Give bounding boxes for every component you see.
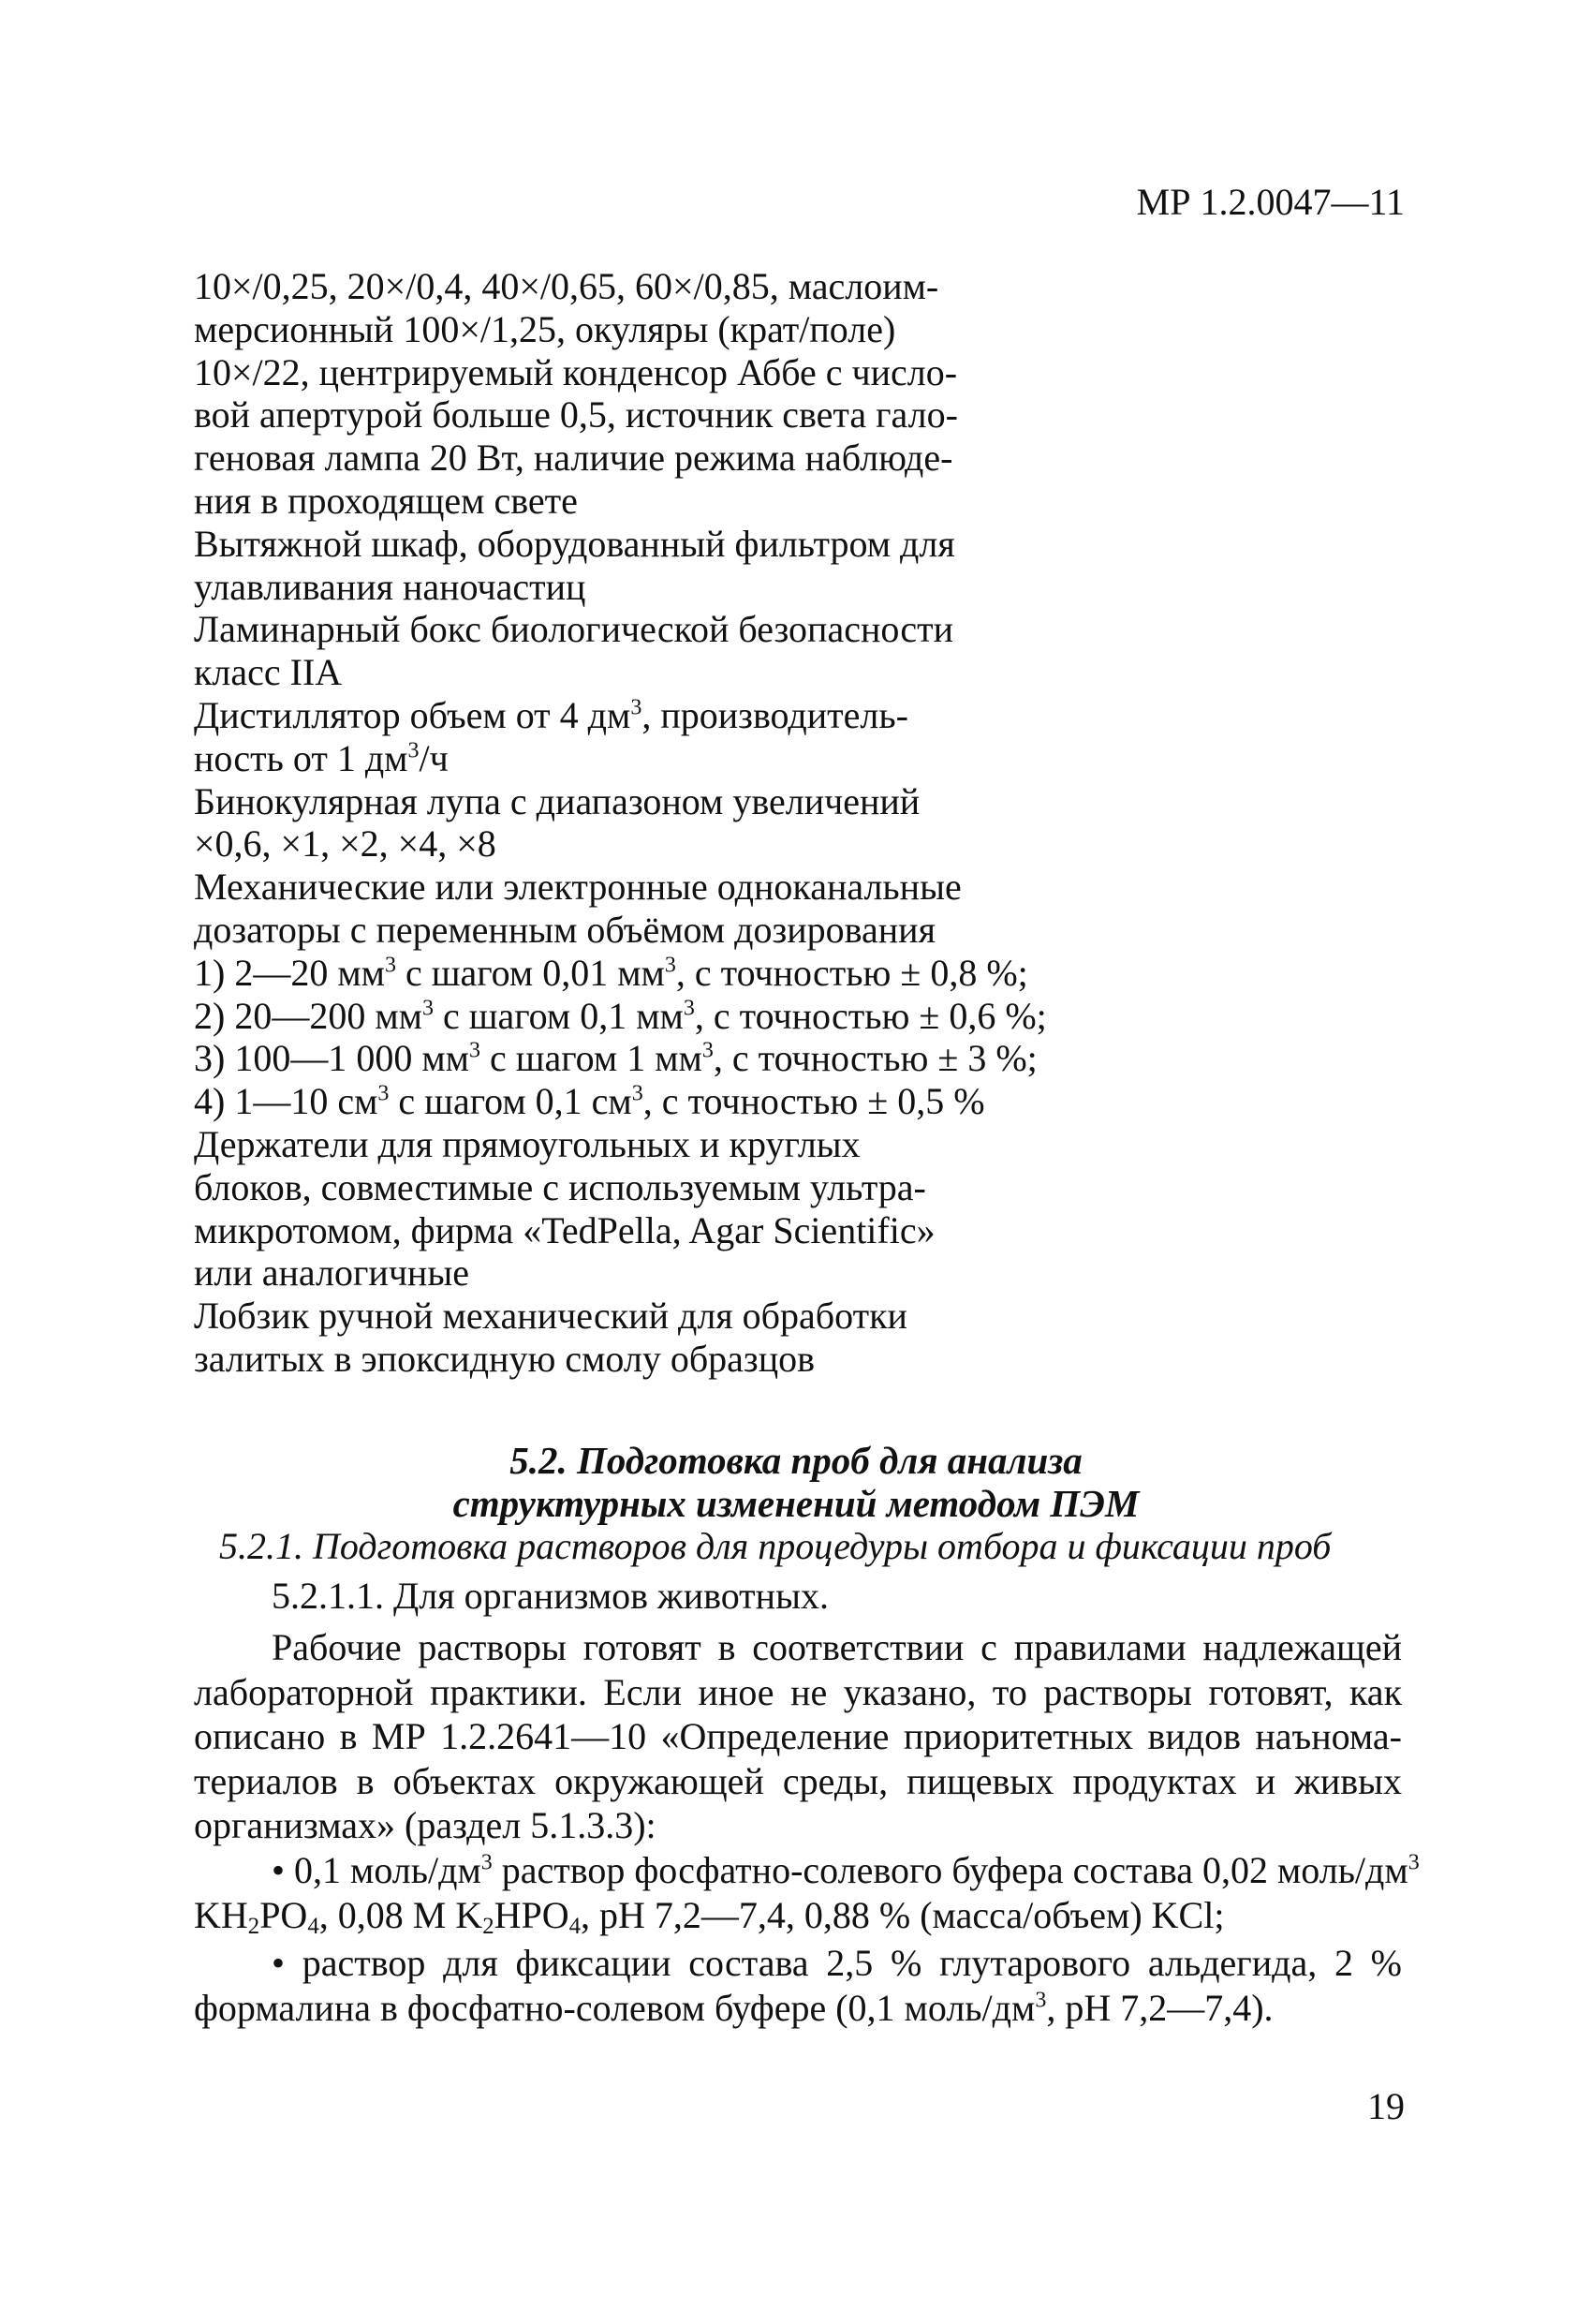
equipment-line: Лобзик ручной механический для обработки <box>194 1295 907 1338</box>
superscript: 3 <box>664 953 676 978</box>
equipment-line: геновая лампа 20 Вт, наличие режима наблюде- <box>194 437 953 480</box>
equipment-line: Вытяжной шкаф, оборудованный фильтром для <box>194 522 955 565</box>
equipment-line: Бинокулярная лупа с диапазоном увеличений <box>194 779 921 822</box>
bullet-line: • раствор для фиксации состава 2,5 % глутарового альдегида, 2 % <box>272 1942 1402 1984</box>
doser-text: с шагом 1 мм <box>479 1037 702 1080</box>
superscript: 3 <box>384 953 396 978</box>
formula-text: HPO <box>494 1893 569 1936</box>
equipment-line: ×0,6, ×1, ×2, ×4, ×8 <box>194 822 496 866</box>
formula-text: , pH 7,2—7,4, 0,88 % (масса/объем) KCl; <box>581 1893 1225 1936</box>
item-heading <box>272 1574 829 1619</box>
doser-range-line <box>194 1080 999 1123</box>
subscript: 4 <box>568 1913 582 1939</box>
doser-text: 2) 20—200 мм <box>194 994 422 1037</box>
section-title: структурных изменений методом ПЭМ <box>452 1482 1140 1525</box>
bullet-line <box>194 1986 1402 2031</box>
doser-range-line <box>194 994 1047 1038</box>
equipment-line <box>194 694 999 737</box>
subscript: 2 <box>482 1913 494 1939</box>
equipment-line: 10×/0,25, 20×/0,4, 40×/0,65, 60×/0,85, маслоим- <box>194 265 939 307</box>
bullet-line <box>194 1893 1402 1938</box>
item-text: 5.2.1.1. Для организмов животных. <box>272 1575 829 1617</box>
bullet-text: , pH 7,2—7,4). <box>1046 1986 1274 2029</box>
doser-text: с шагом 0,1 см <box>389 1080 632 1123</box>
bullet-item <box>194 1848 1420 1939</box>
section-title: 5.2. Подготовка проб для анализа <box>509 1439 1083 1482</box>
equipment-line: залитых в эпоксидную смолу образцов <box>194 1337 816 1380</box>
equipment-line: улавливания наночастиц <box>194 565 586 608</box>
superscript: 3 <box>683 996 695 1021</box>
equipment-line: вой апертурой больше 0,5, источник света гало- <box>194 393 958 437</box>
bullet-text: раствор фосфатно-солевого буфера состава 0,02 моль/дм <box>492 1849 1408 1891</box>
equipment-line: Механические или электронные одноканальные <box>194 866 962 909</box>
equipment-line: Держатели для прямоугольных и круглых <box>194 1122 861 1165</box>
doser-range-line <box>194 951 1028 995</box>
document-code: МР 1.2.0047—11 <box>1136 181 1405 223</box>
formula-text: , 0,08 M K <box>318 1893 483 1936</box>
doser-text: 1) 2—20 мм <box>194 951 385 994</box>
distiller-text: /ч <box>419 736 449 779</box>
equipment-line <box>194 737 999 780</box>
bullet-item <box>194 1941 1402 2030</box>
superscript: 3 <box>1408 1850 1420 1875</box>
bullet-text: формалина в фосфатно-солевом буфере (0,1 моль/дм <box>194 1986 1036 2029</box>
formula-text: KH <box>194 1893 248 1936</box>
subscript: 2 <box>247 1913 260 1939</box>
distiller-text: Дистиллятор объем от 4 дм <box>194 693 631 736</box>
superscript: 3 <box>377 1081 390 1106</box>
subsection-title: 5.2.1. Подготовка растворов для процедуры отбора и фиксации проб <box>219 1525 1332 1567</box>
doser-text: с шагом 0,01 мм <box>395 951 665 994</box>
equipment-list <box>194 265 1047 1381</box>
equipment-line: 10×/22, центрируемый конденсор Аббе с число- <box>194 350 958 393</box>
equipment-line: блоков, совместимые с используемым ультра- <box>194 1165 926 1208</box>
paragraph-line: организмах» (раздел 5.1.3.3): <box>194 1804 656 1846</box>
equipment-line: ния в проходящем свете <box>194 479 578 522</box>
doser-text: 4) 1—10 см <box>194 1080 378 1123</box>
paragraph-line: описано в МР 1.2.2641—10 «Определение приоритетных видов наънома- <box>194 1715 1402 1757</box>
equipment-line: микротомом, фирма «TedPella, Agar Scientific» <box>194 1208 936 1251</box>
equipment-line: класс IIA <box>194 651 343 694</box>
superscript: 3 <box>468 1038 480 1063</box>
doser-text: , с точностью ± 0,5 % <box>642 1080 985 1123</box>
subscript: 4 <box>307 1913 319 1939</box>
body-paragraph <box>194 1625 1402 1848</box>
superscript: 3 <box>1035 1988 1047 2013</box>
page-number: 19 <box>1367 2085 1405 2127</box>
doser-text: с шагом 0,1 мм <box>433 994 684 1037</box>
paragraph-line: лабораторной практики. Если иное не указано, то растворы готовят, как <box>194 1670 1402 1713</box>
equipment-line: мерсионный 100×/1,25, окуляры (крат/поле) <box>194 307 896 350</box>
doser-text: , с точностью ± 0,8 %; <box>675 951 1028 994</box>
superscript: 3 <box>421 996 434 1021</box>
equipment-line: дозаторы с переменным объёмом дозирования <box>194 908 936 951</box>
doser-range-line <box>194 1037 1038 1080</box>
bullet-line <box>194 1848 1420 1893</box>
paragraph-line: териалов в объектах окружающей среды, пищевых продуктах и живых <box>194 1759 1402 1802</box>
superscript: 3 <box>407 738 420 763</box>
equipment-line: или аналогичные <box>194 1251 469 1295</box>
doser-text: , с точностью ± 0,6 %; <box>694 994 1047 1037</box>
equipment-line: Ламинарный бокс биологической безопасности <box>194 608 954 651</box>
doser-text: 3) 100—1 000 мм <box>194 1037 469 1080</box>
bullet-text: • 0,1 моль/дм <box>272 1849 481 1891</box>
distiller-text: , производитель- <box>641 693 908 736</box>
superscript: 3 <box>631 1081 643 1106</box>
superscript: 3 <box>630 695 642 720</box>
paragraph-line: Рабочие растворы готовят в соответствии с правилами надлежащей <box>272 1626 1402 1668</box>
doser-text: , с точностью ± 3 %; <box>713 1037 1038 1080</box>
superscript: 3 <box>480 1850 493 1875</box>
distiller-text: ность от 1 дм <box>194 736 408 779</box>
superscript: 3 <box>701 1038 714 1063</box>
formula-text: PO <box>259 1893 308 1936</box>
